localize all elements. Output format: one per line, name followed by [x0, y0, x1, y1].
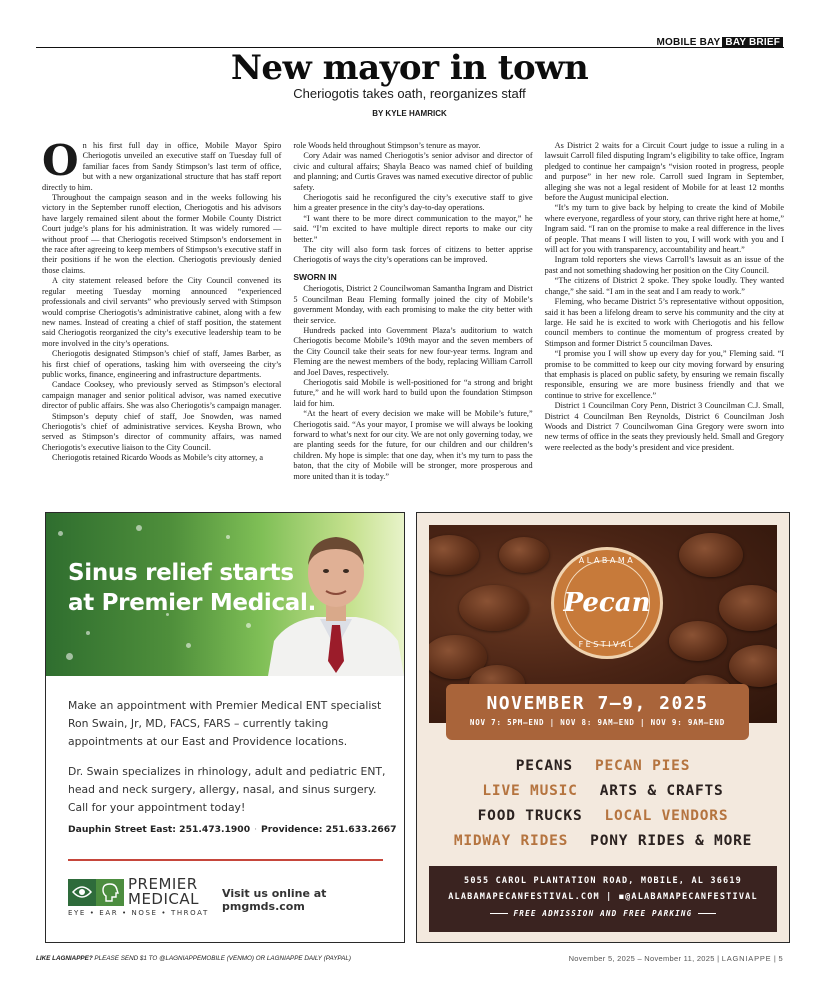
ad-paragraph-2: Dr. Swain specializes in rhinology, adult and pediatric ENT, head and neck surgery, allergy, nasal, and sinus surgery. Call for your appointment today!: [68, 765, 386, 814]
attraction-item: PECAN PIES: [594, 757, 691, 774]
page-number: 5: [778, 954, 783, 963]
attraction-item: ARTS & CRAFTS: [599, 782, 724, 799]
article-paragraph: n his first full day in office, Mobile Mayor Spiro Cheriogotis unveiled an executive staff on Tuesday full of familiar faces from Sandy Stimpson’s last term of office, but with a new organizational structure that has staff report directly to him.: [42, 141, 282, 192]
article-paragraph: Cheriogotis, District 2 Councilwoman Samantha Ingram and District 5 Councilman Beau Fleming formally joined the city of Mobile’s government Monday, with each promising to make the city better with their service.: [293, 284, 533, 325]
article-column-1: [42, 136, 282, 496]
ad-website-link[interactable]: Visit us online at pmgmds.com: [222, 887, 327, 913]
festival-footer: [429, 866, 777, 932]
article-paragraph: Cheriogotis said he reconfigured the city’s executive staff to give him a greater presence in the city’s day-to-day operations.: [293, 193, 533, 213]
premier-medical-logo: [68, 877, 199, 907]
ad-headline-line-2: at Premier Medical.: [68, 590, 317, 616]
attraction-row: [429, 803, 777, 828]
footer-support-note: [36, 955, 351, 962]
festival-attractions: [429, 753, 777, 853]
article-body: [42, 136, 784, 496]
attraction-item: LIVE MUSIC: [482, 782, 578, 799]
doctor-portrait: [268, 521, 404, 676]
phone-separator: ·: [254, 824, 258, 835]
article-paragraph: “I promise you I will show up every day for you,” Fleming said. “I promise to be committed to keep our city moving forward by ensuring that emphasis is placed on public safety, by ensuring we remain fiscally responsible, ensuring we are more business friendly and that we continue to strive for excellence.”: [544, 349, 784, 400]
ad-hero-banner: [46, 513, 404, 676]
badge-bottom-text: FESTIVAL: [578, 640, 636, 649]
footer-note-bold: LIKE LAGNIAPPE?: [36, 955, 93, 962]
article-paragraph: Cheriogotis retained Ricardo Woods as Mobile’s city attorney, a: [52, 453, 264, 463]
section-publication: MOBILE BAY: [656, 37, 721, 48]
profile-icon: [96, 879, 124, 906]
article-paragraph: The city will also form task forces of citizens to better apprise Cheriogotis of ways the city’s operations can be improved.: [293, 245, 533, 265]
article-paragraph: Hundreds packed into Government Plaza’s auditorium to watch Cheriogotis become Mobile’s 109th mayor and the seven members of the City Council take their seats for new four-year terms. Ingram and Fleming are the newest members of the body, replacing William Carroll and Joel Daves, respectively.: [293, 325, 533, 377]
festival-web-link[interactable]: ALABAMAPECANFESTIVAL.COM | ◼@ALABAMAPECANFESTIVAL: [448, 892, 758, 902]
article-paragraph: As District 2 waits for a Circuit Court judge to issue a ruling in a lawsuit Carroll filed disputing Ingram’s eligibility to take office, Ingram pledged to continue her campaign’s “vision rooted in progress, people and purpose” in her new role. Carroll sued Ingram in September, alleging she was not a legal resident of Mobile for at least 12 months before the August municipal election.: [544, 141, 784, 203]
admission-text: FREE ADMISSION AND FREE PARKING: [513, 909, 693, 918]
attraction-row: [429, 828, 777, 853]
footer-note-text: PLEASE SEND $1 TO @LAGNIAPPEMOBILE (VENMO) OR LAGNIAPPE DAILY (PAYPAL): [92, 955, 351, 962]
ad-divider: [68, 859, 383, 861]
pecan-festival-logo: [551, 547, 663, 659]
attraction-row: [429, 778, 777, 803]
article-column-3: [545, 141, 784, 496]
phone-east[interactable]: Dauphin Street East: 251.473.1900: [68, 824, 251, 835]
article-paragraph: Stimpson’s deputy chief of staff, Joe Snowden, was named Cheriogotis’s chief of administrative services. Keysha Brown, who served as Stimpson’s director of community affairs, was named Cheriogotis’s executive liaison to the City Council.: [42, 411, 282, 452]
premier-medical-ad[interactable]: [45, 512, 405, 943]
ad-paragraph-1: Make an appointment with Premier Medical ENT specialist Ron Swain, Jr, MD, FACS, FARS – currently taking appointments at our East and Providence locations.: [68, 699, 382, 748]
article-paragraph: Cory Adair was named Cheriogotis’s senior advisor and director of civic and cultural affairs; Shayla Beaco was named chief of building and planning; and Curtis Graves was named executive director of public safety.: [293, 151, 533, 192]
article-paragraph: District 1 Councilman Cory Penn, District 3 Councilman C.J. Small, District 4 Councilman Ben Reynolds, District 6 Councilman Josh Woods and District 7 Councilwoman Gina Gregory were sworn into new terms of office in the seats they previously held. Small and Gregory were reelected as the body’s president and vice president.: [544, 401, 784, 452]
attraction-row: [429, 753, 777, 778]
article-paragraph: Fleming, who became District 5’s representative without opposition, said it has been a lifelong dream to serve his community and the city at large. He said he is excited to work with Cheriogotis and his fellow council members to continue the momentum of progress created by Stimpson and former District 5 councilman Daves.: [544, 297, 784, 348]
ad-headline-line-1: Sinus relief starts: [68, 560, 294, 586]
section-heading-sworn-in: SWORN IN: [293, 271, 337, 282]
pecan-festival-ad[interactable]: [416, 512, 790, 943]
article-paragraph: “The citizens of District 2 spoke. They spoke loudly. They wanted change,” she said. “I am in the seat and I am ready to work.”: [544, 276, 784, 296]
ad-body-text: [68, 697, 388, 817]
eye-icon: [68, 879, 96, 906]
festival-address: 5055 CAROL PLANTATION ROAD, MOBILE, AL 36619: [464, 876, 742, 886]
attraction-item: LOCAL VENDORS: [604, 807, 729, 824]
festival-admission: [429, 909, 777, 918]
article-paragraph: role Woods held throughout Stimpson’s tenure as mayor.: [293, 141, 481, 150]
section-label: BAY BRIEF: [722, 37, 783, 48]
festival-times: NOV 7: 5PM–END | NOV 8: 9AM–END | NOV 9: 9AM–END: [469, 718, 726, 727]
footer-folio: [569, 954, 783, 963]
logo-tagline: EYE • EAR • NOSE • THROAT: [68, 909, 209, 917]
attraction-item: PONY RIDES & MORE: [590, 832, 753, 849]
subhead: Cheriogotis takes oath, reorganizes staff: [293, 86, 526, 101]
festival-dates: NOVEMBER 7–9, 2025: [486, 693, 709, 714]
footer-sep: |: [714, 954, 722, 963]
badge-main-text: Pecan: [563, 588, 651, 618]
footer-dates: November 5, 2025 – November 11, 2025: [568, 954, 715, 963]
logo-word-2: MEDICAL: [128, 890, 199, 908]
article-paragraph: Cheriogotis designated Stimpson’s chief of staff, James Barber, as his first chief of operations, tasking him with overseeing the city’s public works, finance, engineering and infrastructure departments.: [42, 349, 282, 379]
attraction-item: FOOD TRUCKS: [477, 807, 583, 824]
article-paragraph: Cheriogotis said Mobile is well-positioned for “a strong and bright future,” and he will work hard to build upon the foundation Stimpson laid for him.: [293, 377, 533, 408]
festival-date-bar: [446, 684, 749, 740]
attraction-item: PECANS: [515, 757, 573, 774]
article-paragraph: “At the heart of every decision we make will be Mobile’s future,” Cheriogotis said. “As your mayor, I promise we will always be looking forward to what’s next for our city. We are not only governing today, we are planting seeds for the future, for our children and our children’s children. My hope is simple: that one day, when it’s my turn to pass the baton, that the city of Mobile will be stronger, more prosperous and more united than it is today.”: [293, 409, 533, 481]
dropcap: O: [42, 136, 79, 185]
logo-word-1: PREMIER: [128, 875, 198, 893]
footer-brand: LAGNIAPPE: [721, 954, 772, 963]
ad-phone-numbers: [68, 824, 397, 835]
phone-providence[interactable]: Providence: 251.633.2667: [261, 824, 397, 835]
article-paragraph: “It’s my turn to give back by helping to create the kind of Mobile where everyone, regardless of your story, can thrive right here at home,” Ingram said. “I ran on the promise to make a real difference in the lives of people. That means I will listen to you, I will work with you and I will act for you with transparency, accountability and heart.”: [544, 203, 784, 255]
attraction-item: MIDWAY RIDES: [453, 832, 569, 849]
byline: BY KYLE HAMRICK: [372, 109, 447, 118]
article-column-2: [293, 141, 532, 496]
article-paragraph: Throughout the campaign season and in the weeks following his victory in the September runoff election, Cheriogotis and his advisors have largely remained silent about the former Mobile County District Court judge’s plans for his administration. It was widely rumored — without proof — that Cheriogotis received Stimpson’s endorsement in the race after agreeing to keep members of Stimpson’s executive staff in their positions if he won the election. Cheriogotis previously denied those claims.: [42, 193, 282, 275]
section-tag: [657, 37, 783, 48]
footer-sep-2: |: [771, 954, 779, 963]
article-paragraph: Ingram told reporters she views Carroll’s lawsuit as an issue of the past and not something shadowing her position on the City Council.: [544, 255, 784, 275]
article-paragraph: “I want there to be more direct communication to the mayor,” he said. “I’m excited to have multiple direct reports to make our city better.”: [293, 213, 533, 244]
article-paragraph: Candace Cooksey, who previously served as Stimpson’s electoral campaign manager and senior political advisor, was named executive director of public affairs. She was also Cheriogotis’s campaign manager.: [42, 380, 282, 411]
article-paragraph: A city statement released before the City Council convened its regular meeting Tuesday morning announced “experienced professionals and civil servants” who previously served with Stimpson would comprise Cheriogotis’s administrative cabinet, along with a few new names. Instead of creating a chief of staff position, the statement said Cheriogotis reorganized the city’s executive leadership team to be more involved in the city’s operations.: [42, 276, 282, 348]
badge-top-text: ALABAMA: [578, 556, 636, 565]
headline: New mayor in town: [230, 48, 589, 88]
